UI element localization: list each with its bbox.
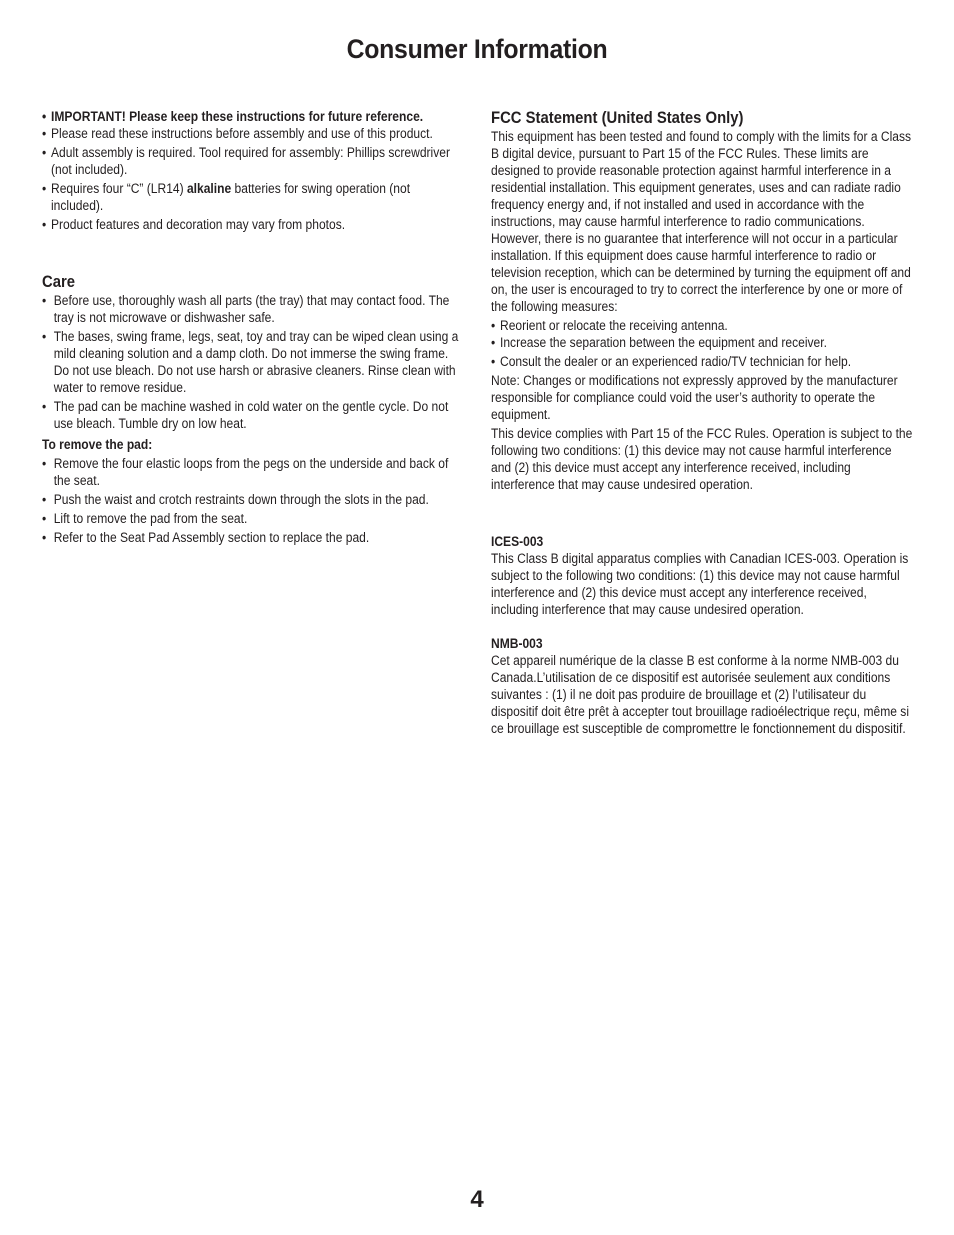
battery-text: Requires four “C” (LR14) <box>51 181 187 196</box>
fcc-note: Note: Changes or modifications not expressly approved by the manufacturer responsible for compliance could void the user’s authority to operate the equipment. <box>491 373 898 422</box>
bullet: • <box>42 329 47 344</box>
intro-item <box>42 144 466 178</box>
care-heading: Care <box>42 273 76 291</box>
left-column-content <box>42 108 466 546</box>
fcc-heading: FCC Statement (United States Only) <box>491 109 744 127</box>
left-column <box>42 108 466 546</box>
bullet: • <box>42 399 47 414</box>
bullet: • <box>491 354 496 369</box>
fcc-measure <box>491 317 915 334</box>
battery-text-end: batteries for swing operation (not included). <box>51 181 411 213</box>
remove-pad-item-text: Remove the four elastic loops from the pegs on the underside and back of the seat. <box>53 456 449 488</box>
nmb-body: Cet appareil numérique de la classe B est conforme à la norme NMB-003 du Canada.L’utilisation de ce dispositif est autorisée seulement aux conditions suivantes : (1) il ne doit pas produire de brouillage et (2) l’utilisateur du dispositif doit être prêt à accepter tout brouillage radioélectrique reçu, même si ce brouillage est susceptible de compromettre le fonctionnement du dispositif. <box>491 653 910 736</box>
fcc-compliance: This device complies with Part 15 of the FCC Rules. Operation is subject to the following two conditions: (1) this device may not cause harmful interference and (2) this device must accept any interference received, including interference that may cause undesired operation. <box>491 426 913 492</box>
remove-pad-item <box>42 455 466 489</box>
remove-pad-item <box>42 491 466 508</box>
fcc-measure <box>491 353 915 370</box>
intro-item <box>42 216 466 233</box>
remove-pad-heading: To remove the pad: <box>42 437 153 452</box>
right-column <box>491 108 915 737</box>
bullet: • <box>491 318 496 333</box>
fcc-body: This equipment has been tested and found to comply with the limits for a Class B digital device, pursuant to Part 15 of the FCC Rules. These limits are designed to provide reasonable protection against harmful interference in a residential installation. This equipment generates, uses and can radiate radio frequency energy and, if not installed and used in accordance with the instructions, may cause harmful interference to radio communications. However, there is no guarantee that interference will not occur in a particular installation. If this equipment does cause harmful interference to radio or television reception, which can be determined by turning the equipment off and on, the user is encouraged to try to correct the interference by one or more of the following measures: <box>491 129 912 314</box>
fcc-measure-text: Reorient or relocate the receiving antenna. <box>500 318 728 333</box>
intro-item-text: Product features and decoration may vary from photos. <box>51 217 346 232</box>
bullet: • <box>42 126 47 141</box>
remove-pad-item-text: Refer to the Seat Pad Assembly section to replace the pad. <box>53 530 370 545</box>
alkaline-emphasis: alkaline <box>186 181 232 196</box>
care-item-text: The pad can be machine washed in cold water on the gentle cycle. Do not use bleach. Tumble dry on low heat. <box>53 399 449 431</box>
remove-pad-item <box>42 510 466 527</box>
ices-body: This Class B digital apparatus complies with Canadian ICES-003. Operation is subject to the following two conditions: (1) this device may not cause harmful interference and (2) this device must accept any interference received, including interference that may cause undesired operation. <box>491 551 909 617</box>
bullet: • <box>42 109 47 124</box>
bullet: • <box>42 456 47 471</box>
care-item-text: The bases, swing frame, legs, seat, toy and tray can be wiped clean using a mild cleaning solution and a damp cloth. Do not immerse the swing frame. Do not use bleach. Do not use harsh or abrasive cleaners. Rinse clean with water to remove residue. <box>53 329 459 395</box>
remove-pad-item <box>42 529 466 546</box>
bullet: • <box>42 145 47 160</box>
page-number: 4 <box>470 1186 484 1213</box>
intro-item-text: IMPORTANT! Please keep these instructions for future reference. <box>51 109 424 124</box>
bullet: • <box>42 217 47 232</box>
intro-item <box>42 180 466 214</box>
intro-item-important <box>42 108 466 125</box>
care-item <box>42 398 466 432</box>
intro-item-text: Please read these instructions before assembly and use of this product. <box>51 126 433 141</box>
bullet: • <box>42 492 47 507</box>
fcc-measure-text: Increase the separation between the equipment and receiver. <box>500 335 827 350</box>
bullet: • <box>42 530 47 545</box>
remove-pad-list <box>42 455 466 546</box>
fcc-measure <box>491 334 915 351</box>
bullet: • <box>42 511 47 526</box>
remove-pad-item-text: Lift to remove the pad from the seat. <box>53 511 248 526</box>
intro-item-text <box>51 181 410 213</box>
intro-item <box>42 125 466 142</box>
remove-pad-item-text: Push the waist and crotch restraints down through the slots in the pad. <box>53 492 429 507</box>
fcc-measure-text: Consult the dealer or an experienced radio/TV technician for help. <box>500 354 852 369</box>
fcc-measures-list <box>491 317 915 370</box>
right-column-content <box>491 108 915 737</box>
page-title: Consumer Information <box>346 34 608 64</box>
care-item <box>42 328 466 396</box>
bullet: • <box>42 181 47 196</box>
care-item <box>42 292 466 326</box>
intro-item-text: Adult assembly is required. Tool required for assembly: Phillips screwdriver (not included). <box>51 145 450 177</box>
intro-list <box>42 108 466 233</box>
ices-heading: ICES-003 <box>491 534 544 549</box>
care-list <box>42 292 466 432</box>
bullet: • <box>491 335 496 350</box>
care-item-text: Before use, thoroughly wash all parts (the tray) that may contact food. The tray is not microwave or dishwasher safe. <box>53 293 450 325</box>
nmb-heading: NMB-003 <box>491 636 543 651</box>
bullet: • <box>42 293 47 308</box>
